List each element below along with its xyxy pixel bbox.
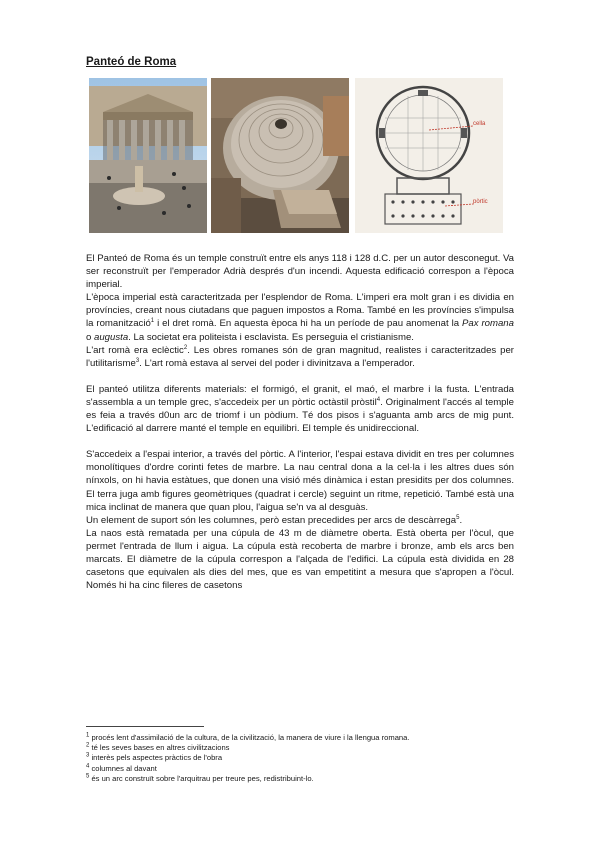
footnote-5: $^5$ és un arc construït sobre l'arquitrau per treure pes, redistribuint-lo. xyxy=(86,773,314,783)
paragraph-imperial: L'època imperial està caracteritzada per l'esplendor de Roma. L'imperi era molt gran i es dividia en províncies, creant nous ciutadans que paguen impostos a Roma. També en les províncies s'impulsa la romanització$^1$ i el dret romà. En aquesta època hi ha un període de pau anomenat la Pax romana o augusta. La societat era politeista i esclavista. Es perseguia el cristianisme. xyxy=(86,292,514,343)
pantheon-floor-plan xyxy=(355,78,503,233)
footnotes xyxy=(86,733,526,784)
paragraph-materials: El panteó utilitza diferents materials: el formigó, el granit, el maó, el marbre i la fusta. L'entrada s'assembla a un temple grec, s'accedeix per un pòrtic octàstil pròstil$^4$. Originalment l'accés al temple es feia a través d0un arc de triomf i un pòdium. Té dos pisos i s'aguanta amb arcs de mig punt. L'edificació al darrere manté el temple en equilibri. El temple és unidireccional. xyxy=(86,383,514,435)
plan-label-portic: pòrtic xyxy=(473,199,488,205)
footnote-1: $^1$ procés lent d'assimilació de la cultura, de la civilització, la manera de viure i la llengua romana. xyxy=(86,732,410,742)
pantheon-facade-photo xyxy=(89,78,207,233)
plan-label-cella: cella xyxy=(473,121,486,127)
paragraph-dome: La naos està rematada per una cúpula de 43 m de diàmetre oberta. Està oberta per l'òcul, que permet l'entrada de llum i aigua. La cúpula està recoberta de marbre i bronze, amb els arcs ben marcats. El diàmetre de la cúpula correspon a l'alçada de l'edifici. La cúpula està dividida en 28 casetons que equivalen als dies del mes, que es van empetitint a mesura que s'apropen a l'òcul. Només hi ha cinc fileres de casetons xyxy=(86,527,514,592)
document-body xyxy=(86,252,514,592)
paragraph-interior: S'accedeix a l'espai interior, a través del pòrtic. A l'interior, l'espai estava dividit en tres per columnes monolítiques d'ordre corinti fetes de marbre. La nau central dona a la cel·la i les altres dues són nínxols, on hi havia estàtues, que donen una visió més dinàmica i estan presidits per dos columnes. El terra juga amb figures geomètriques (quadrat i cercle) seguint un ritme, repetició. També està una mica inclinat de manera que quan plou, l'aigua se'n va al desguàs. xyxy=(86,449,514,513)
page-title: Panteó de Roma xyxy=(86,56,177,68)
pantheon-dome-photo xyxy=(211,78,349,233)
paragraph-intro: El Panteó de Roma és un temple construït entre els anys 118 i 128 d.C. per un autor desconegut. Va ser reconstruït per l'emperador Adrià després d'un incendi. Aquesta edificació correspon a l'època imperial. xyxy=(86,253,514,291)
paragraph-art: L'art romà era eclèctic$^2$. Les obres romanes són de gran magnitud, realistes i caracteritzades per l'utilitarisme$^3$. L'art romà estava al servei del poder i divinitzava a l'emperador. xyxy=(86,344,514,369)
photo-strip xyxy=(89,78,503,233)
footnote-separator xyxy=(86,726,204,727)
footnote-2: $^2$ té les seves bases en altres civilitzacions xyxy=(86,742,230,753)
footnote-3: $^3$ interès pels aspectes pràctics de l'obra xyxy=(86,752,223,763)
paragraph-support: Un element de suport són les columnes, però estan precedides per arcs de descàrrega$^5$. xyxy=(86,514,463,526)
footnote-4: $^4$ columnes al davant xyxy=(86,763,157,773)
